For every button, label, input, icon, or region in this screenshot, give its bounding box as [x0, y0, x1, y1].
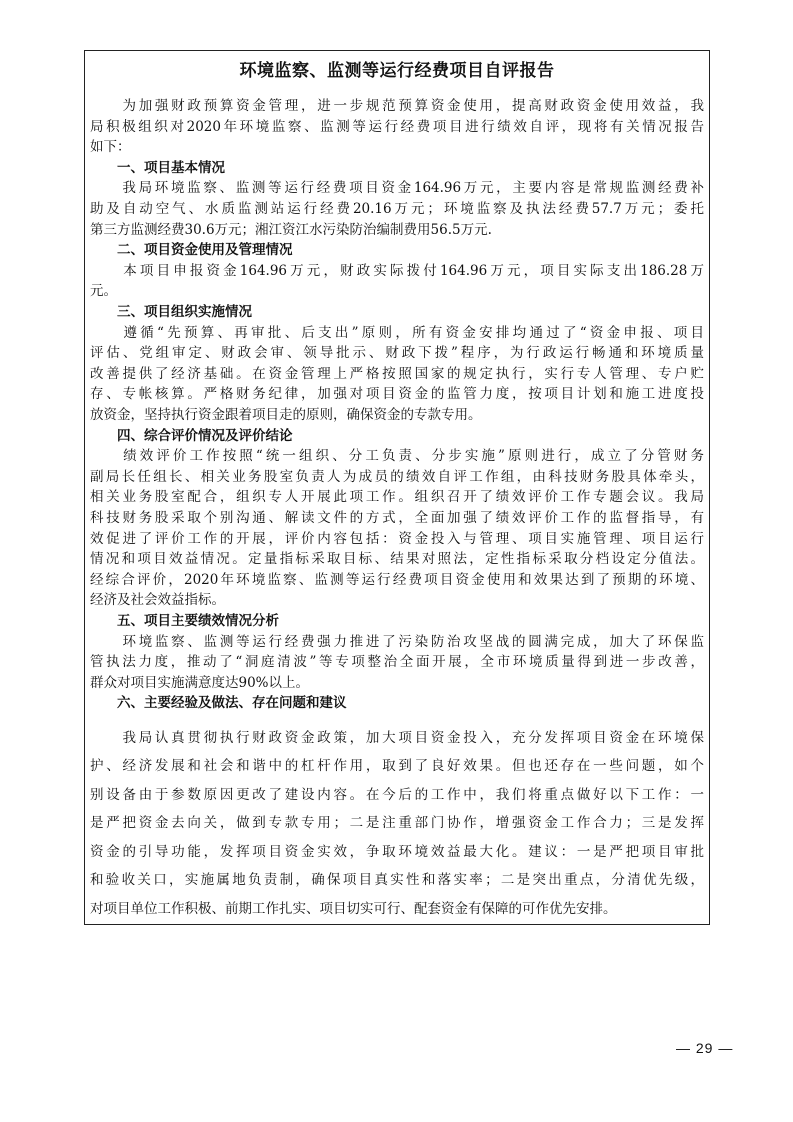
- body-text-line: 本项目申报资金164.96万元，财政实际拨付164.96万元，项目实际支出186.28万: [90, 262, 704, 279]
- body-text-line: 绩效评价工作按照“统一组织、分工负责、分步实施”原则进行，成立了分管财务: [90, 448, 704, 465]
- body-text-line: 群众对项目实施满意度达90%以上。: [90, 674, 310, 691]
- body-text-line: 存、专帐核算。严格财务纪律，加强对项目资金的监管力度，按项目计划和施工进度投: [90, 386, 704, 403]
- body-text-line: 资金的引导功能，发挥项目资金实效，争取环境效益最大化。建议：一是严把项目审批: [90, 843, 704, 860]
- body-text-line: 别设备由于参数原因更改了建设内容。在今后的工作中，我们将重点做好以下工作：一: [90, 786, 704, 803]
- body-text-line: 是严把资金去向关，做到专款专用；二是注重部门协作，增强资金工作合力；三是发挥: [90, 815, 704, 832]
- body-text-line: 经济及社会效益指标。: [90, 592, 225, 609]
- body-text-line: 科技财务股采取个别沟通、解读文件的方式，全面加强了绩效评价工作的监督指导，有: [90, 510, 704, 526]
- section-heading: 三、项目组织实施情况: [90, 304, 252, 320]
- body-text-line: 情况和项目效益情况。定量指标采取目标、结果对照法，定性指标采取分档设定分值法。: [90, 551, 704, 568]
- section-heading: 五、项目主要绩效情况分析: [90, 613, 279, 629]
- body-text-line: 副局长任组长、相关业务股室负责人为成员的绩效自评工作组，由科技财务股具体牵头，: [90, 468, 704, 485]
- section-heading: 一、项目基本情况: [90, 159, 225, 176]
- body-text-line: 对项目单位工作积极、前期工作扎实、项目切实可行、配套资金有保障的可作优先安排。: [90, 900, 617, 917]
- body-text-line: 第三方监测经费30.6万元；湘江资江水污染防治编制费用56.5万元.: [90, 221, 492, 238]
- body-text-line: 相关业务股室配合，组织专人开展此项工作。组织召开了绩效评价工作专题会议。我局: [90, 489, 704, 506]
- body-text-line: 管执法力度，推动了“洞庭清波”等专项整治全面开展，全市环境质量得到进一步改善，: [90, 654, 704, 671]
- page-number: — 29 —: [676, 1040, 734, 1056]
- body-text-line: 我局认真贯彻执行财政资金政策，加大项目资金投入，充分发挥项目资金在环境保: [90, 729, 704, 746]
- report-frame: [84, 50, 710, 925]
- body-text-line: 我局环境监察、监测等运行经费项目资金164.96万元，主要内容是常规监测经费补: [90, 180, 704, 197]
- section-heading: 四、综合评价情况及评价结论: [90, 427, 293, 444]
- body-text-line: 放资金，坚持执行资金跟着项目走的原则，确保资金的专款专用。: [90, 407, 482, 423]
- body-text-line: 如下：: [90, 139, 131, 156]
- body-text-line: 助及自动空气、水质监测站运行经费20.16万元；环境监察及执法经费57.7万元；委托: [90, 201, 704, 217]
- body-text-line: 评估、党组审定、财政会审、领导批示、财政下拨”程序，为行政运行畅通和环境质量: [90, 345, 704, 362]
- body-text-line: 和验收关口，实施属地负责制，确保项目真实性和落实率；二是突出重点，分清优先级，: [90, 872, 704, 889]
- body-text-line: 改善提供了经济基础。在资金管理上严格按照国家的规定执行，实行专人管理、专户贮: [90, 365, 704, 382]
- body-text-line: 环境监察、监测等运行经费强力推进了污染防治攻坚战的圆满完成，加大了环保监: [90, 633, 704, 650]
- body-text-line: 经综合评价，2020年环境监察、监测等运行经费项目资金使用和效果达到了预期的环境、: [90, 571, 704, 588]
- report-title: 环境监察、监测等运行经费项目自评报告: [239, 61, 555, 81]
- body-text-line: 效促进了评价工作的开展，评价内容包括：资金投入与管理、项目实施管理、项目运行: [90, 530, 704, 547]
- body-text-line: 遵循“先预算、再审批、后支出”原则，所有资金安排均通过了“资金申报、项目: [90, 324, 704, 341]
- body-text-line: 护、经济发展和社会和谐中的杠杆作用，取到了良好效果。但也还存在一些问题，如个: [90, 758, 704, 775]
- body-text-line: 元。: [90, 283, 117, 300]
- section-heading: 六、主要经验及做法、存在问题和建议: [90, 695, 347, 712]
- section-heading: 二、项目资金使用及管理情况: [90, 242, 293, 259]
- body-text-line: 为加强财政预算资金管理，进一步规范预算资金使用，提高财政资金使用效益，我: [90, 98, 704, 114]
- body-text-line: 局积极组织对2020年环境监察、监测等运行经费项目进行绩效自评，现将有关情况报告: [90, 118, 704, 135]
